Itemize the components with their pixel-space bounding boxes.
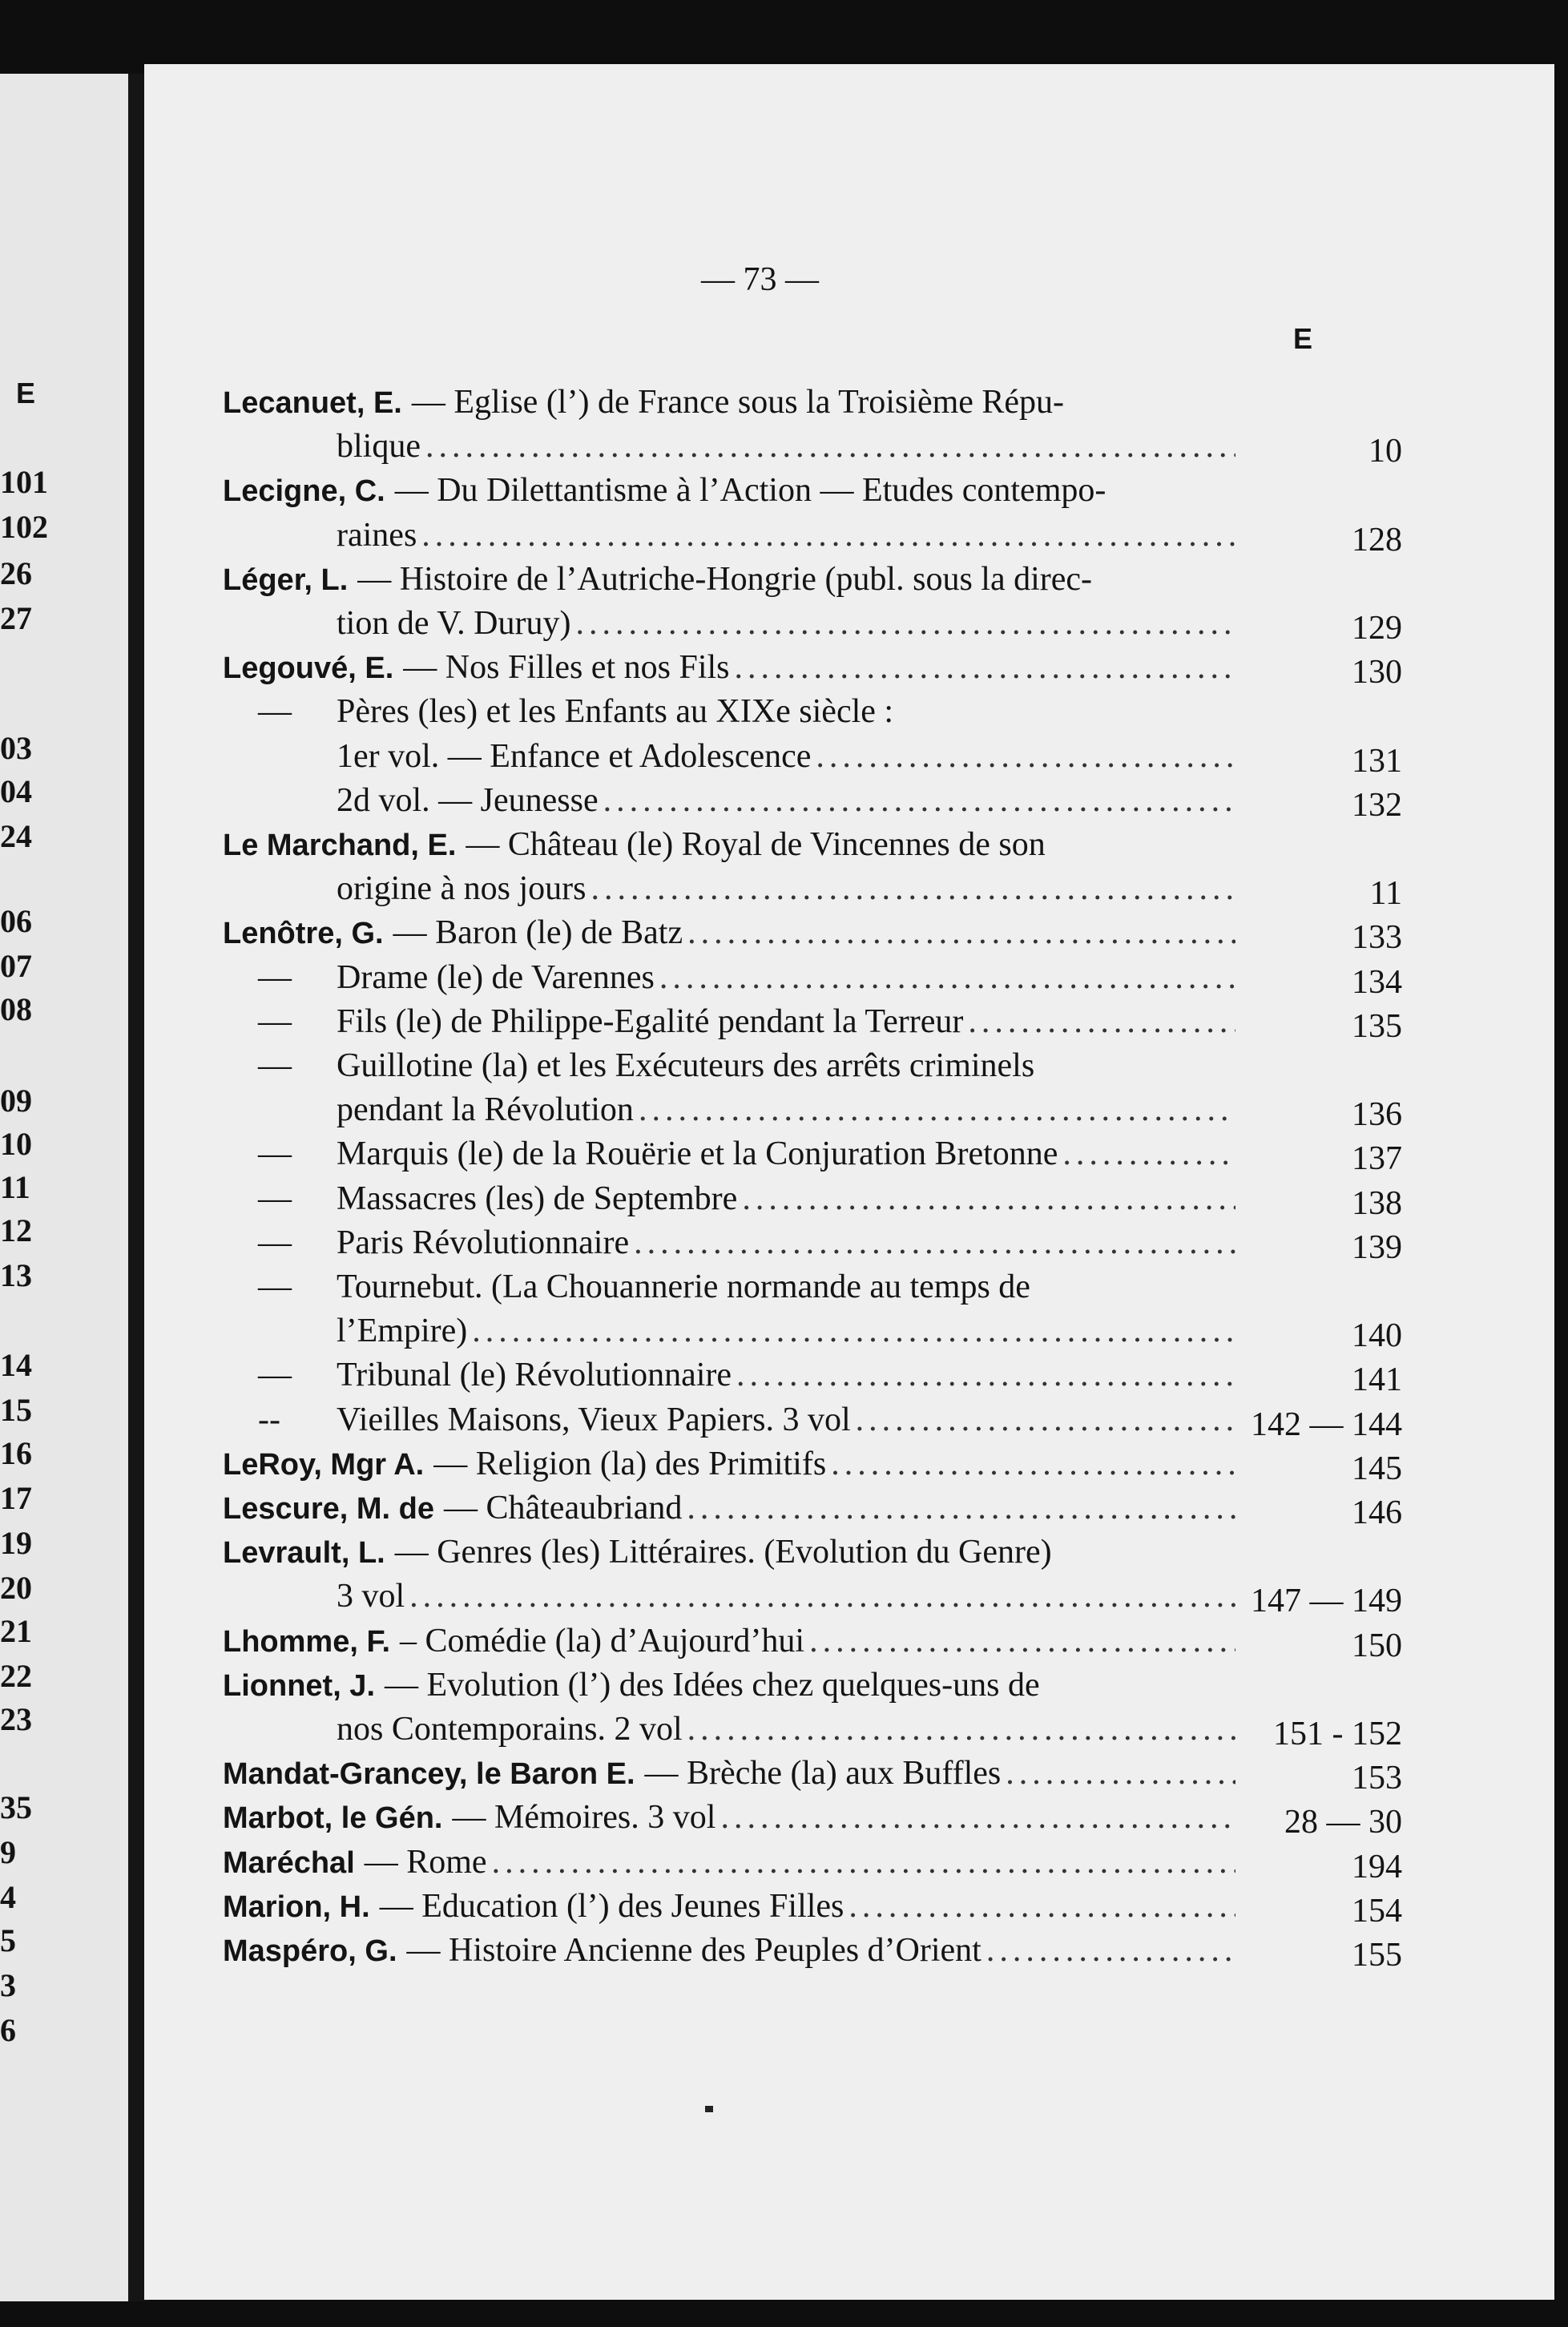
index-entry	[337, 1710, 1240, 1755]
left-page-number: 3	[0, 1967, 16, 2003]
index-entry	[223, 825, 1240, 870]
entry-page-number: 128	[1352, 522, 1402, 559]
left-page-number: 04	[0, 773, 32, 809]
dot-leader	[409, 1577, 1235, 1615]
index-entry	[223, 648, 1240, 693]
left-page-number: 20	[0, 1570, 32, 1606]
index-entry	[337, 869, 1240, 914]
left-page-number: 102	[0, 509, 48, 545]
entry-title: Marquis (le) de la Rouërie et la Conjuration Bretonne	[337, 1135, 1058, 1172]
entry-title: Pères (les) et les Enfants au XIXe siècle :	[337, 693, 894, 730]
dot-leader	[1006, 1754, 1235, 1793]
entry-title: — Histoire de l’Autriche-Hongrie (publ. sous la direc-	[357, 561, 1093, 598]
entry-title: Paris Révolutionnaire	[337, 1224, 630, 1261]
left-page-number: 5	[0, 1922, 16, 1958]
index-entry	[337, 1577, 1240, 1622]
index-entry	[223, 1754, 1240, 1799]
index-entry	[223, 1489, 1240, 1534]
entry-page-number: 141	[1352, 1361, 1402, 1398]
entry-title: Massacres (les) de Septembre	[337, 1180, 738, 1217]
dot-leader	[986, 1931, 1235, 1970]
entry-author: Mandat-Grancey, le Baron E.	[223, 1757, 635, 1791]
entry-page-number: 142 — 144	[1251, 1406, 1402, 1443]
dot-leader	[425, 427, 1235, 466]
dot-leader	[736, 1356, 1235, 1394]
left-page-number: 35	[0, 1789, 32, 1825]
index-entry	[337, 427, 1240, 472]
dot-leader	[831, 1445, 1235, 1483]
ink-mark	[705, 2106, 713, 2112]
left-page-number: 17	[0, 1480, 32, 1516]
index-entry	[223, 1445, 1240, 1490]
dot-leader	[687, 1710, 1235, 1748]
entry-author: LeRoy, Mgr A.	[223, 1448, 425, 1482]
entry-author: Le Marchand, E.	[223, 829, 457, 862]
dot-leader	[848, 1887, 1235, 1926]
left-page-number: 07	[0, 948, 32, 984]
section-letter: E	[1293, 322, 1313, 355]
entry-page-number: 139	[1352, 1229, 1402, 1266]
dot-leader	[472, 1312, 1235, 1350]
entry-page-number: 137	[1352, 1140, 1402, 1177]
ditto-dash: —	[258, 1180, 292, 1217]
dot-leader	[742, 1180, 1235, 1218]
entry-page-number: 135	[1352, 1008, 1402, 1045]
left-page-number: 08	[0, 991, 32, 1027]
entry-page-number: 133	[1352, 919, 1402, 956]
entry-title: — Evolution (l’) des Idées chez quelques-uns de	[385, 1667, 1040, 1704]
entry-title: — Brèche (la) aux Buffles	[644, 1755, 1002, 1792]
left-page-number: 15	[0, 1392, 32, 1428]
dot-leader	[639, 1091, 1235, 1129]
entry-page-number: 153	[1352, 1760, 1402, 1797]
index-entry	[337, 1180, 1240, 1224]
entry-page-number: 138	[1352, 1185, 1402, 1222]
left-page-number: 13	[0, 1257, 32, 1293]
index-entry	[223, 471, 1240, 516]
entry-page-number: 132	[1352, 787, 1402, 824]
entry-title: origine à nos jours	[337, 870, 586, 907]
entry-title: l’Empire)	[337, 1313, 468, 1349]
entry-page-number: 154	[1352, 1893, 1402, 1930]
index-entry	[337, 692, 1240, 737]
index-entry	[337, 1312, 1240, 1357]
entry-title: — Histoire Ancienne des Peuples d’Orient	[406, 1932, 982, 1969]
ditto-dash: --	[258, 1401, 280, 1438]
ditto-dash: —	[258, 1047, 292, 1084]
entry-title: raines	[337, 517, 417, 554]
entry-page-number: 140	[1352, 1317, 1402, 1354]
index-entry	[223, 560, 1240, 605]
index-entry	[337, 1091, 1240, 1135]
dot-leader	[634, 1224, 1235, 1262]
entry-page-number: 194	[1352, 1849, 1402, 1885]
entry-title: – Comédie (la) d’Aujourd’hui	[400, 1623, 805, 1660]
page-number: — 73 —	[701, 261, 819, 298]
dot-leader	[687, 913, 1235, 952]
index-entry	[337, 516, 1240, 561]
entry-title: — Nos Filles et nos Fils	[403, 649, 730, 686]
index-entry	[337, 1047, 1240, 1091]
left-page-number: 27	[0, 600, 32, 636]
entry-title: 1er vol. — Enfance et Adolescence	[337, 738, 812, 775]
entry-page-number: 10	[1368, 433, 1402, 470]
index-entry	[337, 1401, 1240, 1446]
entry-author: Lionnet, J.	[223, 1669, 375, 1703]
entry-page-number: 130	[1352, 654, 1402, 691]
index-entry	[337, 604, 1240, 649]
ditto-dash: —	[258, 959, 292, 996]
index-entry	[223, 1622, 1240, 1667]
dot-leader	[735, 648, 1235, 687]
entry-page-number: 28 — 30	[1284, 1804, 1402, 1841]
left-page-number: 14	[0, 1347, 32, 1383]
left-page-number: 6	[0, 2012, 16, 2048]
entry-author: Legouvé, E.	[223, 651, 394, 685]
left-page-number: 03	[0, 730, 32, 766]
entry-title: — Châteaubriand	[443, 1490, 683, 1526]
entry-author: Marbot, le Gén.	[223, 1801, 443, 1835]
entry-author: Lenôtre, G.	[223, 917, 384, 950]
ditto-dash: —	[258, 1003, 292, 1040]
entry-title: nos Contemporains. 2 vol	[337, 1711, 683, 1748]
index-entry	[337, 737, 1240, 782]
entry-title: Tournebut. (La Chouannerie normande au temps de	[337, 1268, 1030, 1305]
dot-leader	[659, 958, 1235, 997]
index-entry	[223, 383, 1240, 428]
dot-leader	[968, 1002, 1235, 1041]
index-entry	[337, 958, 1240, 1003]
dot-leader	[809, 1622, 1235, 1660]
entry-page-number: 146	[1352, 1494, 1402, 1531]
left-page-number: 24	[0, 818, 32, 854]
entry-title: — Baron (le) de Batz	[393, 914, 683, 951]
index-entry	[337, 1002, 1240, 1047]
entry-title: pendant la Révolution	[337, 1091, 634, 1128]
entry-title: — Religion (la) des Primitifs	[433, 1446, 827, 1482]
entry-page-number: 129	[1352, 610, 1402, 647]
dot-leader	[1062, 1135, 1235, 1173]
entry-title: tion de V. Duruy)	[337, 605, 571, 642]
entry-page-number: 131	[1352, 743, 1402, 780]
left-page-number: 10	[0, 1126, 32, 1162]
ditto-dash: —	[258, 1268, 292, 1305]
entry-author: Marion, H.	[223, 1890, 370, 1924]
entry-page-number: 150	[1352, 1627, 1402, 1664]
dot-leader	[492, 1843, 1235, 1881]
entry-title: Vieilles Maisons, Vieux Papiers. 3 vol	[337, 1401, 851, 1438]
entry-title: — Mémoires. 3 vol	[452, 1799, 716, 1836]
index-entry	[223, 1887, 1240, 1932]
ditto-dash: —	[258, 1135, 292, 1172]
dot-leader	[591, 869, 1235, 908]
dot-leader	[687, 1489, 1235, 1527]
entry-title: 2d vol. — Jeunesse	[337, 782, 599, 819]
entry-title: — Du Dilettantisme à l’Action — Etudes contempo-	[394, 472, 1106, 509]
left-page-number: 09	[0, 1083, 32, 1119]
entry-author: Léger, L.	[223, 563, 349, 597]
left-page-number: 12	[0, 1212, 32, 1248]
dot-leader	[421, 516, 1235, 555]
left-page-number: 21	[0, 1613, 32, 1649]
left-page-letter: E	[16, 377, 36, 409]
index-entry	[337, 1356, 1240, 1401]
left-page-number: 9	[0, 1834, 16, 1870]
left-page-number: 11	[0, 1169, 30, 1205]
dot-leader	[816, 737, 1235, 776]
index-entry	[223, 1843, 1240, 1888]
entry-title: — Genres (les) Littéraires. (Evolution du Genre)	[394, 1534, 1052, 1571]
entry-title: — Château (le) Royal de Vincennes de son	[466, 826, 1046, 863]
index-entry	[223, 1666, 1240, 1711]
entry-title: Guillotine (la) et les Exécuteurs des arrêts criminels	[337, 1047, 1035, 1084]
ditto-dash: —	[258, 1224, 292, 1261]
dot-leader	[603, 781, 1235, 820]
index-entry	[337, 1224, 1240, 1268]
entry-page-number: 134	[1352, 964, 1402, 1001]
index-entry	[337, 781, 1240, 826]
entry-title: Fils (le) de Philippe-Egalité pendant la Terreur	[337, 1003, 964, 1040]
index-entry	[223, 1533, 1240, 1578]
entry-author: Lescure, M. de	[223, 1492, 434, 1526]
left-page-number: 23	[0, 1701, 32, 1737]
dot-leader	[720, 1798, 1235, 1837]
left-page-number: 4	[0, 1879, 16, 1915]
left-page-number: 26	[0, 555, 32, 591]
entry-title: — Eglise (l’) de France sous la Troisième Répu-	[411, 384, 1065, 421]
entry-author: Maréchal	[223, 1846, 355, 1880]
index-entry	[337, 1135, 1240, 1180]
entry-page-number: 151 - 152	[1273, 1716, 1402, 1752]
left-page-fragment	[0, 74, 128, 2301]
entry-title: blique	[337, 428, 421, 465]
entry-author: Levrault, L.	[223, 1536, 385, 1570]
index-entry	[337, 1268, 1240, 1313]
entry-title: — Rome	[364, 1844, 487, 1881]
entry-page-number: 136	[1352, 1096, 1402, 1133]
entry-page-number: 145	[1352, 1450, 1402, 1487]
entry-page-number: 11	[1369, 875, 1402, 912]
entry-author: Lecigne, C.	[223, 474, 385, 508]
left-page-number: 16	[0, 1435, 32, 1471]
index-entry	[223, 1798, 1240, 1843]
entry-page-number: 155	[1352, 1937, 1402, 1974]
entry-page-number: 147 — 149	[1251, 1583, 1402, 1619]
entry-title: Drame (le) de Varennes	[337, 959, 655, 996]
entry-author: Lhomme, F.	[223, 1625, 391, 1659]
index-entry	[223, 1931, 1240, 1976]
left-page-number: 22	[0, 1658, 32, 1694]
left-page-number: 101	[0, 464, 48, 500]
entry-title: Tribunal (le) Révolutionnaire	[337, 1357, 732, 1393]
entry-title: — Education (l’) des Jeunes Filles	[379, 1888, 844, 1925]
left-page-number: 19	[0, 1525, 32, 1561]
dot-leader	[575, 604, 1235, 643]
dot-leader	[856, 1401, 1235, 1439]
entry-title: 3 vol	[337, 1578, 405, 1615]
entry-author: Lecanuet, E.	[223, 386, 402, 420]
entry-author: Maspéro, G.	[223, 1934, 397, 1968]
left-page-number: 06	[0, 903, 32, 939]
ditto-dash: —	[258, 1357, 292, 1393]
ditto-dash: —	[258, 693, 292, 730]
index-entry	[223, 913, 1240, 958]
